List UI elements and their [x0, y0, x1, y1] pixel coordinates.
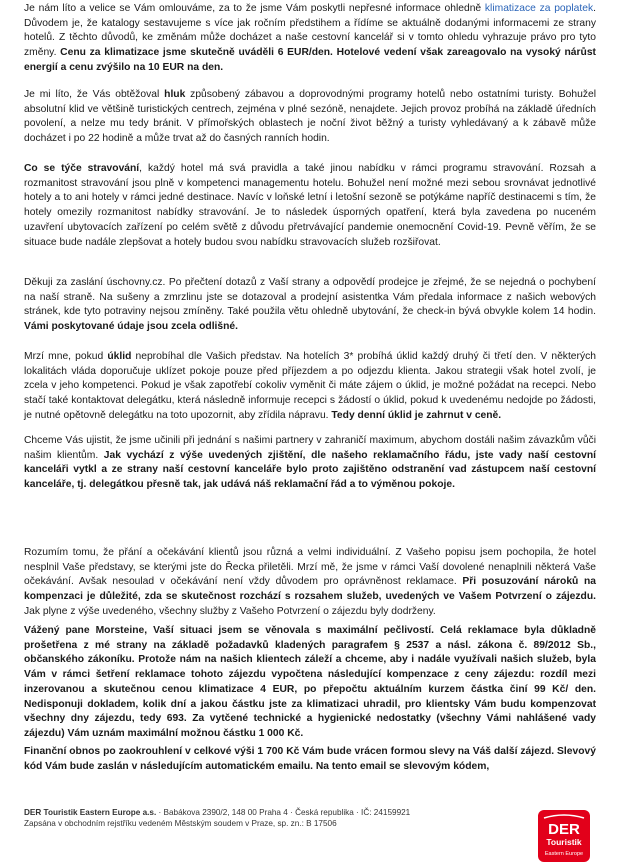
bold-text: Finanční obnos po zaokrouhlení v celkové výši 1 700 Kč Vám bude vrácen formou slevy na Váš další zájezd. Slevový kód Vám bude zaslán v následujícím automatickém emailu. Na tento email se slevovým kódem,	[24, 746, 596, 772]
footer-address: · Babákova 2390/2, 148 00 Praha 4 · Česká republika · IČ: 24159921	[156, 808, 411, 817]
bold-text: Tedy denní úklid je zahrnut v ceně.	[331, 409, 502, 421]
bold-text: Cenu za klimatizace jsme skutečně uváděli 6 EUR/den. Hotelové vedení však zareagovalo na vysoký nárůst energií a cenu zvýšilo na 10 EUR na den.	[24, 47, 596, 73]
paragraph-3	[24, 162, 596, 250]
text-run: Je mi líto, že Vás obtěžoval	[24, 89, 165, 100]
text-run: způsobený zábavou a doprovodnými programy hotelů nebo ostatními turisty. Bohužel absolutní klid ve většině turistických centrech, zejména v plné sezóně, nenajdete. Jejich provoz probíhá na základě úředních povolení, a nelze mu tedy bránit. V přímořských oblastech je noční život běžný a turisty vyhledávaný a k zábavě může docházet i po 22 hodině a může trvat až do časných ranních hodin.	[24, 89, 596, 145]
inline-link[interactable]: klimatizace za poplatek	[484, 3, 594, 14]
footer-company: DER Touristik Eastern Europe a.s.	[24, 808, 157, 817]
paragraph-7	[24, 546, 596, 620]
text-run: Děkuji za zaslání úschovny.cz. Po přečtení dotazů z Vaší strany a odpovědí prodejce je zřejmé, že se nejedná o pochybení na naší straně. Na sušeny a zmrzlinu jste se dotazoval a prodejní asistentka Vám předala informace z našich webových stránek, kde tyto potraviny nejsou zmíněny. Také použila větu ohledně ubytování, že check-in bývá obvykle kolem 14 hodin.	[24, 277, 596, 318]
bold-text: Při posuzování nároků na kompenzaci je důležité, zda se skutečnost rozchází s rozsahem služeb, uvedených ve Vašem Potvrzení o zájezdu.	[24, 576, 596, 603]
paragraph-1	[24, 2, 596, 76]
paragraph-4	[24, 276, 596, 335]
bold-text: Jak vychází z výše uvedených zjištění, dle našeho reklamačního řádu, jste vady naší cestovní kanceláři vytkl a ze strany naší cestovní kanceláře bylo proto zajištěno odstranění vad zástupcem naší cestovní kanceláře, tj. delegátkou přesně tak, jak udává náš reklamační řád a to výměnou pokoje.	[24, 449, 596, 491]
text-run: neprobíhal dle Vašich představ. Na hotelích 3* probíhá úklid každý druhý či třetí den. V některých lokalitách vláda doporučuje uklízet pokoje pouze před příjezdem a po odjezdu klienta. Jakou strategii však hotel zvolí, je zcela v jeho kompetenci. Pokud je však zapotřebí cokoliv vyměnit či máte zájem o úklid, je možné požádat na recepci. Nebo stačí také kontaktovat delegátku, která následně informuje recepci s žádostí o úklid, pokud k uvedenému nedojde po žádosti, je nutné opětovně delegátku na toto upozornit, aby zřídila nápravu.	[24, 351, 596, 421]
paragraph-9	[24, 745, 596, 774]
text-run: Jak plyne z výše uvedeného, všechny služby z Vašeho Potvrzení o zájezdu byly dodrženy.	[24, 605, 436, 617]
bold-text: úklid	[107, 351, 132, 362]
text-run: . Důvodem je, že katalogy sestavujeme s více jak ročním předstihem a řídíme se aktuálně dodanými informacemi ze strany hotelů. Z těchto důvodů, ke změnám může docházet a naše cestovní kancelář si v tomto ohledu vyhrazuje právo pro tyto změny.	[24, 3, 597, 59]
logo-text-eastern-europe: Eastern Europe	[544, 851, 584, 857]
paragraph-5	[24, 350, 596, 424]
paragraph-8	[24, 624, 596, 742]
der-touristik-logo	[538, 810, 590, 862]
footer	[24, 807, 524, 829]
paragraph-2	[24, 88, 596, 147]
footer-registry: Zapsána v obchodním rejstříku vedeném Městským soudem v Praze, sp. zn.: B 17506	[24, 819, 337, 828]
bold-text: Vámi poskytované údaje jsou zcela odlišné.	[24, 321, 239, 333]
logo-text-touristik: Touristik	[546, 837, 582, 847]
text-run: Chceme Vás ujistit, že jsme učinili při jednání s našimi partnery v zahraničí maximum, abychom dostáli našim závazkům vůči našim klientům.	[24, 435, 596, 461]
logo-text-der: DER	[548, 821, 580, 838]
bold-text: Vážený pane Morsteine, Vaší situaci jsem se věnovala s maximální pečlivostí. Celá reklamace byla důkladně prošetřena z mé strany na základě požadavků kladených paragrafem § 2537 a násl. zákona č. 89/2012 Sb., občanského zákoníku. Protože nám na našich klientech záleží a chceme, aby i nadále využívali našich služeb, byla Vám v rámci šetření reklamace tohoto zájezdu vypočtena následující kompenzace z ceny zájezdu: rozdíl mezi inzerovanou a skutečnou cenou klimatizace 4 EUR, po přepočtu aktuálním kurzem částka činí 99 Kč/ den. Nedisponuji dokladem, kolik dní a jakou částku jste za klimatizaci uhradil, pro klientsky Vám budu kompenzovat všechny dny zájezdu, tedy 693. Za vytčené technické a hygienické nedostatky (všechny Vámi nahlášené vady zájezdu) Vám uznám maximální možnou částku 1 000 Kč.	[24, 625, 596, 739]
text-run: , každý hotel má svá pravidla a také jinou nabídku v rámci programu stravování. Rozsah a rozmanitost stravování jsou plně v kompetenci managementu hotelu. Bohužel není možné mezi sebou srovnávat jednotlivé hotely a to ani hotely v rámci jedné destinace. Navíc v loňské letní i letošní sezoně se potýkáme napříč destinacemi s tím, že hotely omezily rozmanitost nabídky stravování. Je to následek úsporných opatření, která byla zavedena po nuceném uzavření ubytovacích zařízení po celém světě z důvodu přetrvávající pandemie onemocnění Covid-19. Pevně věřím, že se situace bude nadále zlepšovat a hotely budou svou nabídku stravovacích služeb rozšiřovat.	[24, 163, 596, 248]
text-run: Je nám líto a velice se Vám omlouváme, za to že jsme Vám poskytli nepřesné informace ohledně	[24, 3, 485, 14]
bold-text: hluk	[164, 89, 186, 100]
paragraph-6	[24, 434, 596, 493]
text-run: Mrzí mne, pokud	[24, 351, 108, 362]
bold-text: Co se týče stravování	[24, 163, 140, 174]
footer-line-company	[24, 807, 524, 818]
text-run: Rozumím tomu, že přání a očekávání klientů jsou různá a velmi individuální. Z Vašeho popisu jsem pochopila, že hotel nesplnil Vaše představy, se kterými jste do Řecka přiletěli. Mrzí mě, že jsme v rámci Vaší dovolené nenaplnili některá Vaše očekávání. Avšak nesoulad v očekávání není vždy důvodem pro oprávněnost reklamace.	[24, 547, 596, 588]
